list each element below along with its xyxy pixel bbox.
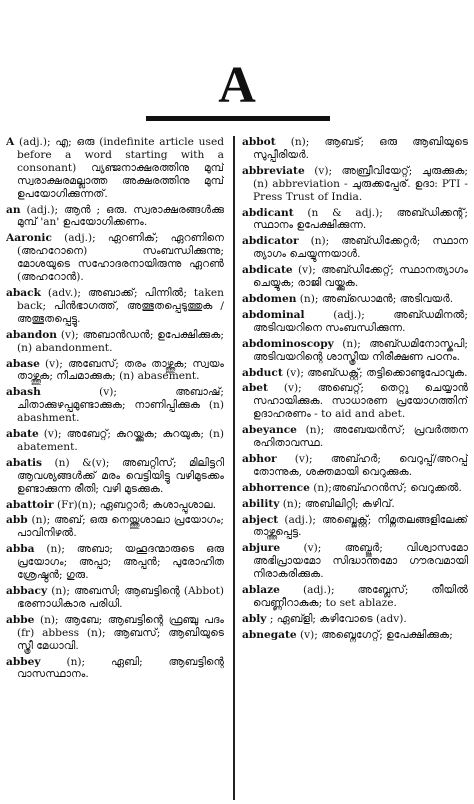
- entry-headword: abnegate: [242, 628, 297, 641]
- entry-definition: (v); അബാഷ്; ചിതാക്കുഴപ്പമുണ്ടാക്കുക; നാണിപ്പിക്കുക (n) abashment.: [17, 386, 224, 425]
- entry-headword: abject: [242, 513, 279, 526]
- dictionary-entry: [242, 367, 468, 380]
- dictionary-entry: [242, 165, 468, 204]
- dictionary-entry: [242, 498, 468, 511]
- dictionary-entry: [242, 514, 468, 540]
- entry-definition: (v); അബാൻഡൻ; ഉപേക്ഷിക്കുക; (n) abandonment.: [17, 328, 224, 354]
- entry-headword: abdomen: [242, 292, 297, 305]
- section-rule: [146, 116, 330, 121]
- entry-definition: (adj.); ഏറണിക്; ഏറണിനെ (അഹറോനെ) സംബന്ധിക്കുന്നു; മോശയുടെ സഹോദരനായിരുന്നു ഏറൺ (അഹറോൻ).: [17, 232, 224, 284]
- entry-headword: abeyance: [242, 424, 297, 437]
- dictionary-entry: [6, 136, 224, 201]
- entry-definition: (adj.); അബ്ജെക്റ്റ്; നിമ്നതലങ്ങളിലേക്ക് താഴ്ത്തപ്പെട്ട.: [253, 513, 468, 539]
- entry-headword: abbreviate: [242, 164, 305, 177]
- dictionary-entry: [6, 386, 224, 425]
- entry-definition: (adv.); അബാക്ക്; പിന്നിൽ; taken back; പിൻഭാഗത്ത്, അത്ഭുതപ്പെടുത്തുക / അത്ഭുതപ്പെട്ടു.: [17, 286, 224, 325]
- entry-definition: (n); അബേയൻസ്; പ്രവർത്തന രഹിതാവസ്ഥ.: [253, 424, 468, 450]
- entry-headword: abdominoscopy: [242, 337, 334, 350]
- entry-headword: abjure: [242, 542, 281, 555]
- entry-headword: abbot: [242, 136, 276, 148]
- entry-definition: (n); അബ്ഡമിനോസ്കപി; അടിവയറിന്റെ ശാസ്ത്രീയ നിരീക്ഷണ പഠനം.: [253, 337, 468, 363]
- entry-definition: (adj.); എ; ഒരു (indefinite article used before a word starting with a consonant) വ്യഞ്ജനാക്ഷരത്തിനു മുമ്പ് സ്വരാക്ഷരമല്ലാത്ത അക്ഷരത്തിനു മുമ്പ് ഉപയോഗിക്കുന്നത്.: [17, 136, 224, 200]
- dictionary-entry: [242, 629, 468, 642]
- entry-definition: (n) &(v); അബറ്റിസ്; മിലിട്ടറി ആവശ്യങ്ങൾക്ക് മരം വെട്ടിയിട്ടു വഴിമുടക്കം ഉണ്ടാക്കുന്ന രീതി; വഴി മുടക്കുക.: [17, 456, 224, 495]
- entry-definition: (adj.); അബ്ഡമിനൽ; അടിവയറിനെ സംബന്ധിക്കുന്ന.: [253, 308, 468, 334]
- dictionary-entry: [242, 264, 468, 290]
- entry-definition: (v); അബ്നെഗേറ്റ്; ഉപേക്ഷിക്കുക;: [300, 628, 453, 641]
- entry-definition: (n); അബ്ഡിക്കേറ്റർ; സ്ഥാന ത്യാഗം ചെയ്യുന്നയാൾ.: [253, 235, 468, 261]
- entry-definition: (n); അബസി; ആബട്ടിന്റെ (Abbot) ഭരണാധികാര പരിധി.: [17, 585, 224, 610]
- dictionary-entry: [242, 207, 468, 233]
- entry-headword: an: [6, 203, 21, 216]
- entry-definition: (v); അബ്ഡക്റ്റ്; തട്ടിക്കൊണ്ടുപോവുക.: [286, 366, 468, 379]
- entry-headword: aback: [6, 286, 41, 299]
- entry-headword: abb: [6, 514, 28, 527]
- entry-headword: abate: [6, 428, 39, 441]
- column-divider: [233, 136, 235, 800]
- entry-definition: (n); ആബേ; ആബട്ടിന്റെ ഫ്രഞ്ചു പദം (fr) abbess (n); ആബസ്; ആബിയുടെ സ്ത്രീ മേധാവി.: [17, 613, 224, 652]
- dictionary-entry: [6, 358, 224, 384]
- entry-definition: (n & adj.); അബ്ഡിക്കന്റ്; സ്ഥാനം ഉപേക്ഷിക്കുന്ന.: [253, 206, 468, 232]
- entry-headword: abdicator: [242, 235, 299, 248]
- entry-headword: abba: [6, 543, 35, 556]
- entry-definition: (v); അബ്ഡിക്കേറ്റ്; സ്ഥാനത്യാഗം ചെയ്യുക; രാജി വയ്ക്കുക.: [253, 264, 468, 290]
- dictionary-entry: [242, 309, 468, 335]
- entry-headword: abdicate: [242, 264, 293, 277]
- entry-definition: (adj.); അബ്ലേസ്; തീയിൽ വെണ്ണീറാകുക; to set ablaze.: [253, 584, 468, 609]
- entry-definition: (n); ആബട്; ഒരു ആബിയുടെ സുപ്പീരിയർ.: [253, 136, 468, 161]
- entry-headword: abattoir: [6, 498, 54, 511]
- dictionary-entry: [242, 136, 468, 162]
- dictionary-entry: [6, 614, 224, 653]
- dictionary-entry: [242, 235, 468, 261]
- entry-headword: abdominal: [242, 308, 305, 321]
- entry-definition: (n); അബിലിറ്റി; കഴിവ്.: [282, 497, 395, 510]
- dictionary-entry: [6, 543, 224, 582]
- entry-headword: abet: [242, 382, 268, 395]
- dictionary-entry: [242, 613, 468, 626]
- dictionary-entry: [6, 585, 224, 611]
- entry-definition: (v); അബ്ഹർ; വെറുപ്പ്/അറപ്പ് തോന്നുക, ശക്തമായി വെറുക്കുക.: [253, 452, 468, 478]
- entry-headword: abhorrence: [242, 481, 310, 494]
- dictionary-entry: [6, 329, 224, 355]
- dictionary-entry: [242, 482, 468, 495]
- dictionary-entry: [6, 457, 224, 496]
- entry-headword: Aaronic: [6, 232, 52, 245]
- entry-headword: abandon: [6, 328, 58, 341]
- entry-definition: (n);അബ്ഹറൻസ്; വെറുക്കൽ.: [313, 481, 462, 494]
- dictionary-entry: [6, 232, 224, 284]
- entry-headword: abbe: [6, 613, 35, 626]
- dictionary-entry: [6, 428, 224, 454]
- entry-headword: abbacy: [6, 585, 48, 597]
- entry-definition: (n); അബ്; ഒരു നെയ്ത്തുശാലാ പ്രയോഗം; പാവിനിഴൽ.: [17, 514, 224, 540]
- dictionary-entry: [242, 338, 468, 364]
- entry-headword: ablaze: [242, 584, 280, 597]
- dictionary-entry: [6, 204, 224, 230]
- section-letter: A: [218, 57, 256, 114]
- dictionary-entry: [242, 382, 468, 421]
- left-column: [6, 136, 224, 800]
- entry-headword: abdicant: [242, 206, 294, 219]
- entry-definition: (adj.); ആൻ ; ഒരു. സ്വരാക്ഷരങ്ങൾക്കു മുമ്പ് 'an' ഉപയോഗിക്കണം.: [17, 203, 224, 229]
- entry-headword: ability: [242, 497, 280, 510]
- entry-definition: (v); അബെറ്റ്; തെറ്റു ചെയ്യാൻ സഹായിക്കുക. സാധാരണ പ്രയോഗത്തിന് ഉദാഹരണം - to aid and abet.: [253, 382, 468, 421]
- entry-headword: abduct: [242, 366, 283, 379]
- entry-definition: (v); അബേസ്; തരം താഴ്ത്തുക; സ്വയം താഴ്ത്തുക; നീചമാക്കുക; (n) abasement.: [17, 357, 224, 383]
- entry-headword: A: [6, 136, 15, 148]
- entry-headword: abbey: [6, 655, 41, 668]
- entry-definition: (v); അബ്ജുർ; വിശ്വാസമോ അഭിപ്രായമോ സിദ്ധാന്തമോ ഗൗരവമായി നിരാകരിക്കുക.: [253, 542, 468, 581]
- dictionary-entry: [6, 287, 224, 326]
- entry-definition: (n); അബാ; യഹൂദന്മാരുടെ ഒരു പ്രയോഗം; അപ്പാ; അപ്പൻ; പുരോഹിത ശ്രേഷ്ഠൻ; ഗുരു.: [17, 543, 224, 582]
- dictionary-entry: [242, 293, 468, 306]
- right-column: [242, 136, 468, 800]
- entry-headword: abhor: [242, 452, 277, 465]
- entry-headword: abash: [6, 386, 41, 399]
- entry-headword: ably: [242, 612, 267, 625]
- dictionary-entry: [242, 424, 468, 450]
- dictionary-entry: [6, 514, 224, 540]
- entry-definition: ; ഏബ്ളി; കഴിവോടെ (adv).: [269, 612, 407, 625]
- dictionary-entry: [242, 584, 468, 610]
- entry-headword: abatis: [6, 456, 43, 469]
- dictionary-entry: [6, 656, 224, 682]
- entry-definition: (v); അബേറ്റ്; കുറയ്ക്കുക; കുറയുക; (n) abatement.: [17, 428, 224, 453]
- dictionary-entry: [6, 499, 224, 512]
- entry-headword: abase: [6, 357, 40, 370]
- entry-definition: (n); ഏബി; ആബട്ടിന്റെ വാസസ്ഥാനം.: [17, 655, 224, 681]
- dictionary-entry: [242, 453, 468, 479]
- entry-definition: (Fr)(n); ഏബറ്റാർ; കശാപ്പുശാല.: [56, 498, 216, 511]
- entry-definition: (v); അബ്രീവിയേറ്റ്; ചുരുക്കുക; (n) abbreviation - ചുരുക്കപ്പേര്. ഉദാ: PTI - Press Trust of India.: [253, 164, 468, 203]
- entry-definition: (n); അബ്ഡൊമൻ; അടിവയർ.: [299, 292, 454, 305]
- dictionary-entry: [242, 542, 468, 581]
